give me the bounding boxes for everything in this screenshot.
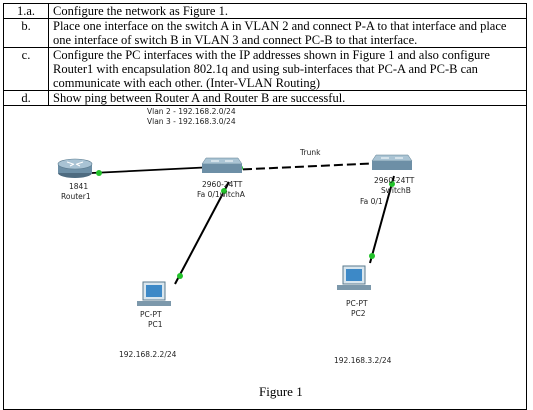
router-name-label: Router1 xyxy=(61,192,91,201)
step-label: d. xyxy=(4,91,49,106)
step-text: Configure the network as Figure 1. xyxy=(49,4,527,19)
switch-b-port-label: Fa 0/1 xyxy=(360,197,383,206)
pc1-ip-label: 192.168.2.2/24 xyxy=(119,350,177,359)
step-text: Show ping between Router A and Router B are successful. xyxy=(49,91,527,106)
lab-document xyxy=(3,3,527,401)
step-row xyxy=(4,48,527,91)
step-text: Configure the PC interfaces with the IP addresses shown in Figure 1 and also configure Router1 with encapsulation 802.1q and using sub-interfaces that PC-A and PC-B can communicate with each other. (Inter-VLAN Routing) xyxy=(49,48,527,91)
figure-caption: Figure 1 xyxy=(259,384,303,399)
step-text: Place one interface on the switch A in VLAN 2 and connect P-A to that interface and place one interface of switch B in VLAN 3 and connect PC-B to that interface. xyxy=(49,19,527,48)
link-trunk xyxy=(230,163,382,170)
switch-b-icon xyxy=(372,155,412,170)
switch-a-icon xyxy=(202,158,242,173)
pc2-model-label: PC-PT xyxy=(346,299,368,308)
pc1-icon xyxy=(137,282,171,306)
step-label: c. xyxy=(4,48,49,91)
switch-b-model-label: 2960-24TT xyxy=(374,176,415,185)
pc1-model-label: PC-PT xyxy=(140,310,162,319)
switch-a-port-label: Fa 0/1witchA xyxy=(197,190,245,199)
router-model-label: 1841 xyxy=(69,182,89,191)
step-row xyxy=(4,91,527,106)
port-indicator xyxy=(177,273,183,279)
trunk-label: Trunk xyxy=(300,148,321,157)
vlan3-label: Vlan 3 - 192.168.3.0/24 xyxy=(147,117,236,126)
port-indicator xyxy=(96,170,102,176)
topology-diagram xyxy=(4,106,526,409)
pc2-name-label: PC2 xyxy=(351,309,366,318)
link-router-switcha xyxy=(92,167,214,173)
vlan2-label: Vlan 2 - 192.168.2.0/24 xyxy=(147,107,236,116)
steps-table xyxy=(3,3,527,106)
switch-b-name-label: SwitchB xyxy=(381,186,411,195)
step-label: 1.a. xyxy=(4,4,49,19)
router-icon xyxy=(58,159,92,178)
step-label: b. xyxy=(4,19,49,48)
pc2-icon xyxy=(337,266,371,290)
switch-a-model-label: 2960-24TT xyxy=(202,180,243,189)
pc2-ip-label: 192.168.3.2/24 xyxy=(334,356,392,365)
network-figure xyxy=(3,106,527,410)
pc1-name-label: PC1 xyxy=(148,320,163,329)
step-row xyxy=(4,4,527,19)
step-row xyxy=(4,19,527,48)
port-indicator xyxy=(369,253,375,259)
